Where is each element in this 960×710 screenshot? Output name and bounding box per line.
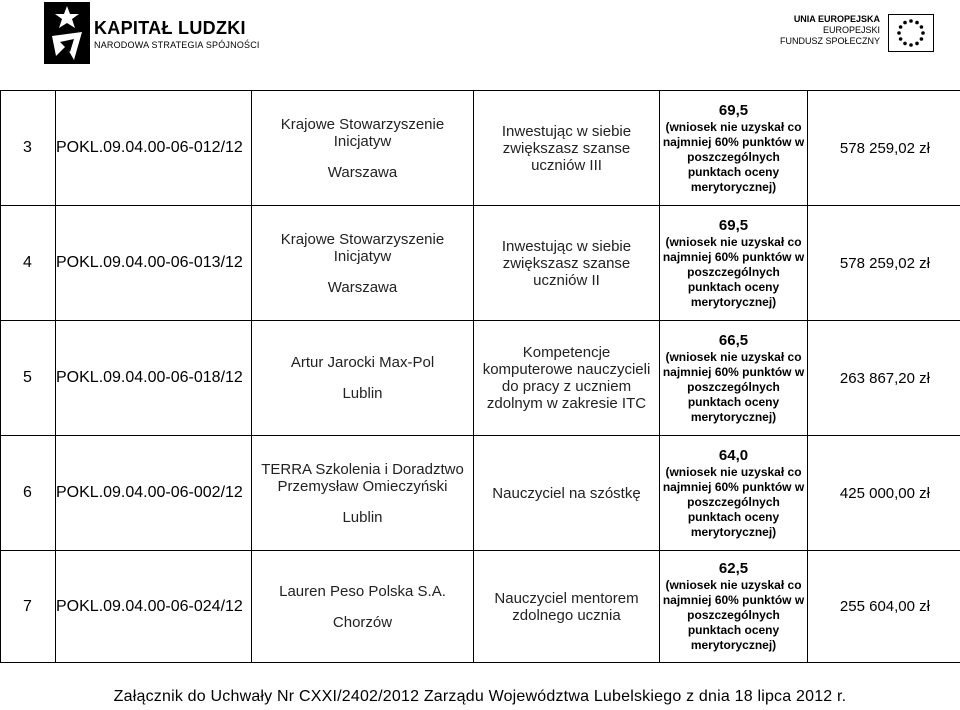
application-number: POKL.09.04.00-06-013/12 xyxy=(56,206,252,321)
kapital-ludzki-emblem-icon xyxy=(44,2,90,64)
applicant-name: TERRA Szkolenia i Doradztwo Przemysław Omieczyński xyxy=(261,460,464,495)
row-number: 3 xyxy=(1,91,56,206)
score-cell xyxy=(660,321,808,436)
table-row xyxy=(1,436,960,551)
kapital-ludzki-subtitle: NARODOWA STRATEGIA SPÓJNOŚCI xyxy=(94,40,260,50)
project-title: Kompetencje komputerowe nauczycieli do pracy z uczniem zdolnym w zakresie ITC xyxy=(474,321,660,436)
project-title: Inwestując w siebie zwiększasz szanse uczniów II xyxy=(474,206,660,321)
footer-note: Załącznik do Uchwały Nr CXXI/2402/2012 Zarządu Województwa Lubelskiego z dnia 18 lipca 2012 r. xyxy=(113,688,847,705)
score-note: (wniosek nie uzyskał co najmniej 60% punktów w poszczególnych punktach oceny merytorycznej) xyxy=(662,464,805,539)
page-header xyxy=(0,0,960,90)
score-note: (wniosek nie uzyskał co najmniej 60% punktów w poszczególnych punktach oceny merytorycznej) xyxy=(662,234,805,309)
applicant-name: Krajowe Stowarzyszenie Inicjatyw xyxy=(280,115,445,150)
funding-amount: 425 000,00 zł xyxy=(808,436,960,551)
applicant-name: Krajowe Stowarzyszenie Inicjatyw xyxy=(280,230,445,265)
table-row xyxy=(1,206,960,321)
row-number: 7 xyxy=(1,551,56,663)
kapital-ludzki-title: KAPITAŁ LUDZKI xyxy=(94,18,246,38)
score-points: 66,5 xyxy=(718,331,749,349)
applicant-cell xyxy=(252,91,474,206)
project-title: Nauczyciel mentorem zdolnego ucznia xyxy=(474,551,660,663)
application-number: POKL.09.04.00-06-024/12 xyxy=(56,551,252,663)
table-row xyxy=(1,551,960,663)
applicant-city: Chorzów xyxy=(332,613,393,631)
application-number: POKL.09.04.00-06-002/12 xyxy=(56,436,252,551)
eu-logo-line3: FUNDUSZ SPOŁECZNY xyxy=(779,36,880,46)
eu-logo xyxy=(778,14,938,54)
score-cell xyxy=(660,91,808,206)
row-number: 6 xyxy=(1,436,56,551)
applicant-city: Lublin xyxy=(342,508,383,526)
eu-logo-line2: EUROPEJSKI xyxy=(822,25,880,35)
eu-logo-text xyxy=(778,14,880,47)
applicant-city: Warszawa xyxy=(327,278,398,296)
eu-flag-icon xyxy=(888,14,934,52)
score-points: 62,5 xyxy=(718,560,749,577)
applicant-cell xyxy=(252,551,474,663)
applicant-cell xyxy=(252,206,474,321)
applicant-name: Lauren Peso Polska S.A. xyxy=(279,582,446,600)
applicant-name: Artur Jarocki Max-Pol xyxy=(290,354,435,371)
funding-amount: 255 604,00 zł xyxy=(808,551,960,663)
score-note: (wniosek nie uzyskał co najmniej 60% punktów w poszczególnych punktach oceny merytorycznej) xyxy=(662,119,805,194)
score-cell xyxy=(660,206,808,321)
score-points: 69,5 xyxy=(718,101,749,119)
score-note: (wniosek nie uzyskał co najmniej 60% punktów w poszczególnych punktach oceny merytorycznej) xyxy=(662,349,805,424)
kapital-ludzki-logo xyxy=(44,2,284,64)
project-title: Nauczyciel na szóstkę xyxy=(474,436,660,551)
application-number: POKL.09.04.00-06-012/12 xyxy=(56,91,252,206)
project-title: Inwestując w siebie zwiększasz szanse uczniów III xyxy=(474,91,660,206)
score-cell xyxy=(660,436,808,551)
projects-table xyxy=(0,90,960,663)
funding-amount: 263 867,20 zł xyxy=(808,321,960,436)
score-points: 64,0 xyxy=(718,446,749,464)
funding-amount: 578 259,02 zł xyxy=(808,206,960,321)
score-cell xyxy=(660,551,808,663)
applicant-cell xyxy=(252,436,474,551)
row-number: 5 xyxy=(1,321,56,436)
table-row xyxy=(1,91,960,206)
score-points: 69,5 xyxy=(718,216,749,234)
eu-logo-line1: UNIA EUROPEJSKA xyxy=(793,14,880,24)
application-number: POKL.09.04.00-06-018/12 xyxy=(56,321,252,436)
applicant-cell xyxy=(252,321,474,436)
table-row xyxy=(1,321,960,436)
score-note: (wniosek nie uzyskał co najmniej 60% punktów w poszczególnych punktach oceny merytorycznej) xyxy=(662,578,805,652)
applicant-city: Lublin xyxy=(342,385,383,402)
funding-amount: 578 259,02 zł xyxy=(808,91,960,206)
applicant-city: Warszawa xyxy=(327,163,398,181)
row-number: 4 xyxy=(1,206,56,321)
